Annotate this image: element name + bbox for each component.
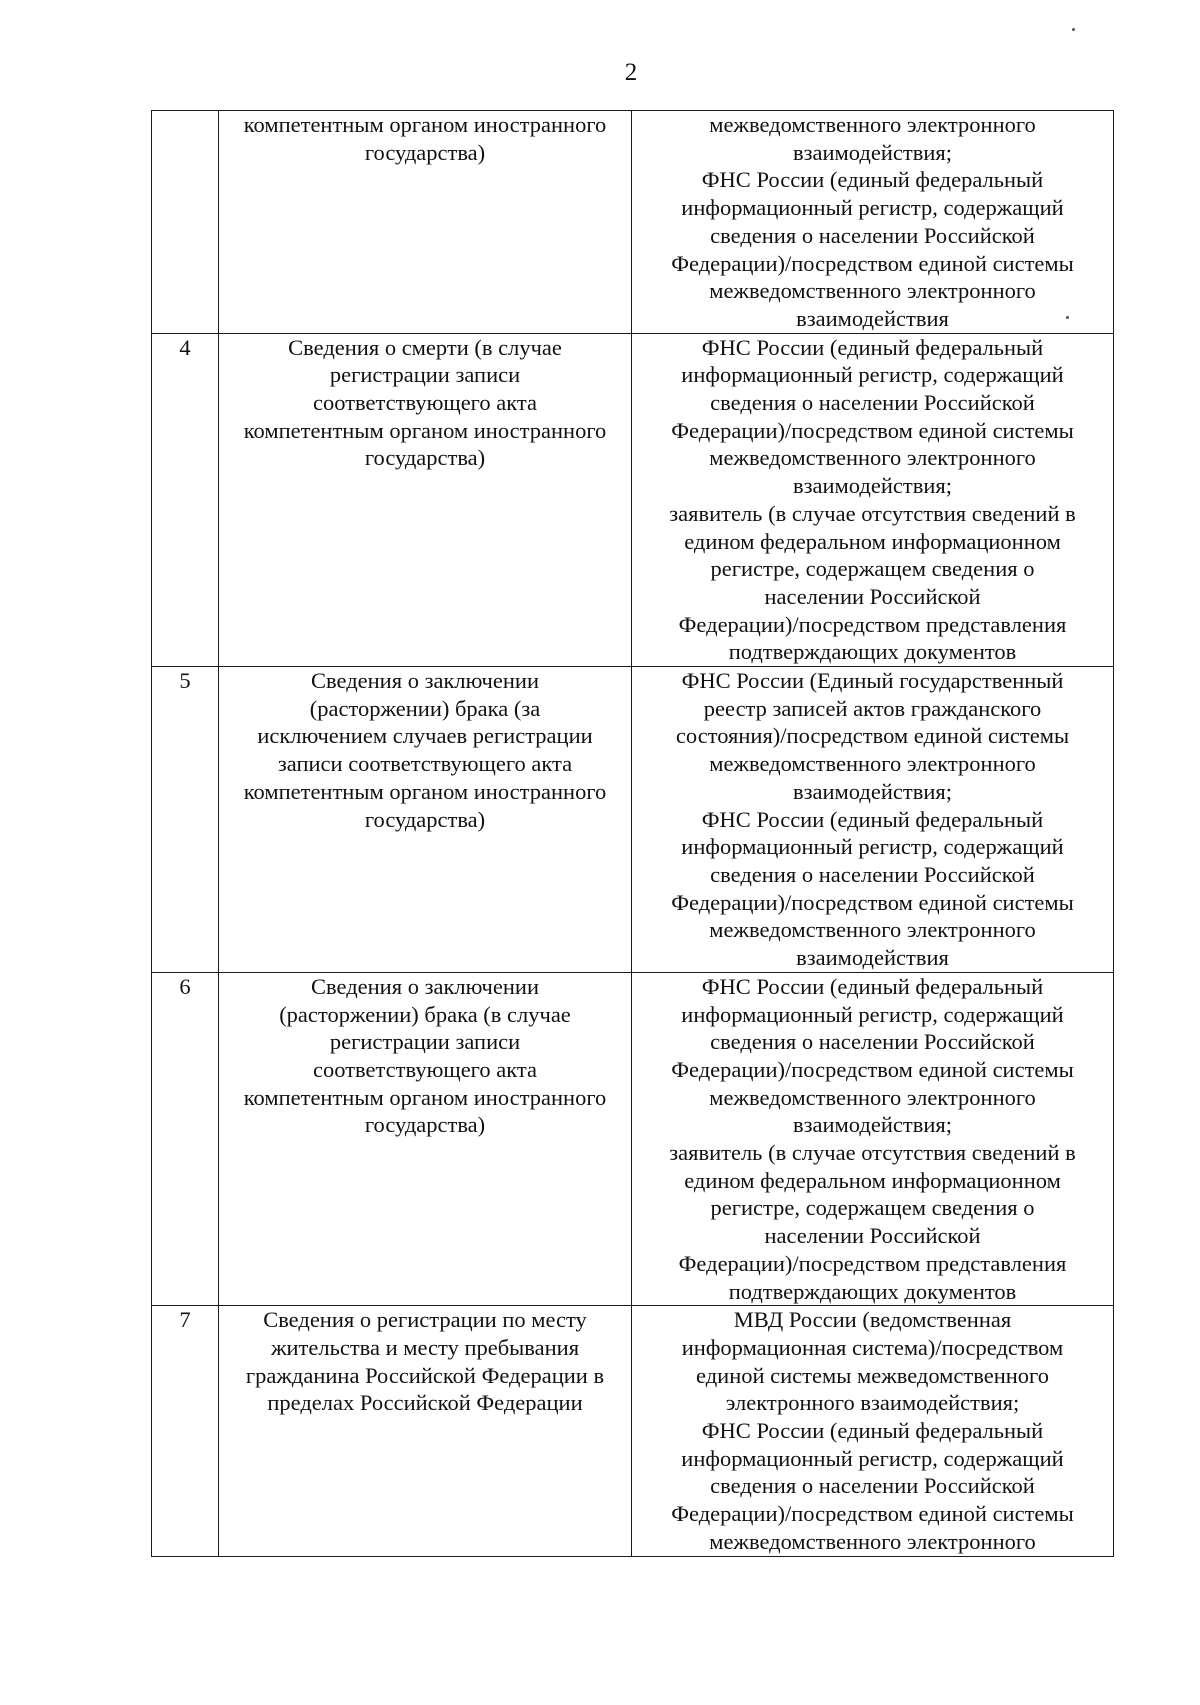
source-line: взаимодействия; xyxy=(793,139,952,165)
information-cell xyxy=(219,667,632,973)
information-line: регистрации записи xyxy=(329,362,521,388)
information-line: соответствующего акта xyxy=(313,1056,537,1082)
source-line: Федерации)/посредством представления xyxy=(678,1250,1067,1276)
source-line: сведения о населении Российской xyxy=(710,222,1035,248)
source-line: едином федеральном информационном xyxy=(684,528,1061,554)
source-line: взаимодействия; xyxy=(793,1112,952,1138)
source-line: межведомственного электронного xyxy=(709,1084,1036,1110)
source-line: населении Российской xyxy=(764,583,981,609)
source-line: ФНС России (единый федеральный xyxy=(701,1418,1044,1444)
data-sources-table xyxy=(151,110,1114,1557)
source-line: межведомственного электронного xyxy=(709,278,1036,304)
information-line: компетентным органом иностранного xyxy=(243,1084,607,1110)
source-line: ФНС России (единый федеральный xyxy=(701,167,1044,193)
source-line: Федерации)/посредством единой системы xyxy=(671,417,1074,443)
source-line: информационный регистр, содержащий xyxy=(681,1001,1064,1027)
source-line: электронного взаимодействия; xyxy=(725,1390,1020,1416)
information-cell xyxy=(219,111,632,334)
source-line: заявитель (в случае отсутствия сведений в xyxy=(669,1140,1076,1166)
source-line: заявитель (в случае отсутствия сведений в xyxy=(669,500,1076,526)
row-number-cell: 6 xyxy=(152,972,219,1305)
information-line: Сведения о смерти (в случае xyxy=(288,334,562,360)
source-cell xyxy=(632,333,1114,666)
table-row xyxy=(152,1306,1114,1556)
source-line: ФНС России (единый федеральный xyxy=(701,973,1044,999)
source-line: Федерации)/посредством единой системы xyxy=(671,1501,1074,1527)
source-line: состояния)/посредством единой системы xyxy=(675,723,1070,749)
table-row xyxy=(152,972,1114,1305)
information-line: компетентным органом иностранного xyxy=(243,112,607,137)
source-cell xyxy=(632,1306,1114,1556)
information-cell xyxy=(219,333,632,666)
page-number: 2 xyxy=(624,59,638,86)
source-line: информационный регистр, содержащий xyxy=(681,834,1064,860)
source-line: ФНС России (единый федеральный xyxy=(701,334,1044,360)
source-line: межведомственного электронного xyxy=(709,1528,1036,1554)
source-line: МВД России (ведомственная xyxy=(733,1307,1012,1333)
source-cell xyxy=(632,111,1114,334)
information-line: жительства и месту пребывания xyxy=(270,1334,580,1360)
source-cell xyxy=(632,972,1114,1305)
source-line: ФНС России (Единый государственный xyxy=(681,668,1064,694)
source-line: взаимодействия xyxy=(796,305,949,331)
information-line: компетентным органом иностранного xyxy=(243,417,607,443)
information-line: (расторжении) брака (за xyxy=(309,695,541,721)
row-number-cell xyxy=(152,111,219,334)
row-number-cell: 7 xyxy=(152,1306,219,1556)
source-line: Федерации)/посредством единой системы xyxy=(671,1056,1074,1082)
source-line: сведения о населении Российской xyxy=(710,390,1035,416)
source-line: подтверждающих документов xyxy=(728,639,1017,665)
source-line: едином федеральном информационном xyxy=(684,1167,1061,1193)
source-line: ФНС России (единый федеральный xyxy=(701,806,1044,832)
source-line: реестр записей актов гражданского xyxy=(703,695,1042,721)
source-line: подтверждающих документов xyxy=(728,1278,1017,1304)
information-cell xyxy=(219,972,632,1305)
source-line: единой системы межведомственного xyxy=(696,1362,1049,1388)
source-line: Федерации)/посредством единой системы xyxy=(671,889,1074,915)
information-line: (расторжении) брака (в случае xyxy=(279,1001,571,1027)
source-line: межведомственного электронного xyxy=(709,917,1036,943)
information-line: государства) xyxy=(364,445,486,471)
information-line: Сведения о регистрации по месту xyxy=(263,1307,587,1333)
information-line: записи соответствующего акта xyxy=(277,751,573,777)
information-cell xyxy=(219,1306,632,1556)
information-line: Сведения о заключении xyxy=(311,668,539,694)
source-line: сведения о населении Российской xyxy=(710,861,1035,887)
information-line: государства) xyxy=(364,1112,486,1138)
source-line: межведомственного электронного xyxy=(709,112,1036,137)
source-line: межведомственного электронного xyxy=(709,751,1036,777)
source-line: взаимодействия xyxy=(796,945,949,971)
source-line: регистре, содержащем сведения о xyxy=(710,1195,1035,1221)
row-number-cell: 5 xyxy=(152,667,219,973)
information-line: компетентным органом иностранного xyxy=(243,778,607,804)
information-line: государства) xyxy=(364,139,486,165)
source-line: информационный регистр, содержащий xyxy=(681,362,1064,388)
source-line: сведения о населении Российской xyxy=(710,1029,1035,1055)
source-line: информационный регистр, содержащий xyxy=(681,195,1064,221)
information-line: исключением случаев регистрации xyxy=(257,723,593,749)
table-row xyxy=(152,111,1114,334)
source-line: информационный регистр, содержащий xyxy=(681,1445,1064,1471)
source-cell xyxy=(632,667,1114,973)
information-line: гражданина Российской Федерации в xyxy=(245,1362,605,1388)
table-row xyxy=(152,333,1114,666)
source-line: Федерации)/посредством единой системы xyxy=(671,250,1074,276)
table-row xyxy=(152,667,1114,973)
source-line: регистре, содержащем сведения о xyxy=(710,556,1035,582)
information-line: пределах Российской Федерации xyxy=(267,1390,583,1416)
source-line: взаимодействия; xyxy=(793,473,952,499)
source-line: Федерации)/посредством представления xyxy=(678,611,1067,637)
source-line: сведения о населении Российской xyxy=(710,1473,1035,1499)
information-line: Сведения о заключении xyxy=(311,973,539,999)
information-line: государства) xyxy=(364,806,486,832)
information-line: регистрации записи xyxy=(329,1029,521,1055)
source-line: межведомственного электронного xyxy=(709,445,1036,471)
source-line: взаимодействия; xyxy=(793,778,952,804)
row-number-cell: 4 xyxy=(152,333,219,666)
source-line: информационная система)/посредством xyxy=(681,1334,1064,1360)
scan-speck xyxy=(1072,28,1075,31)
information-line: соответствующего акта xyxy=(313,390,537,416)
source-line: населении Российской xyxy=(764,1223,981,1249)
